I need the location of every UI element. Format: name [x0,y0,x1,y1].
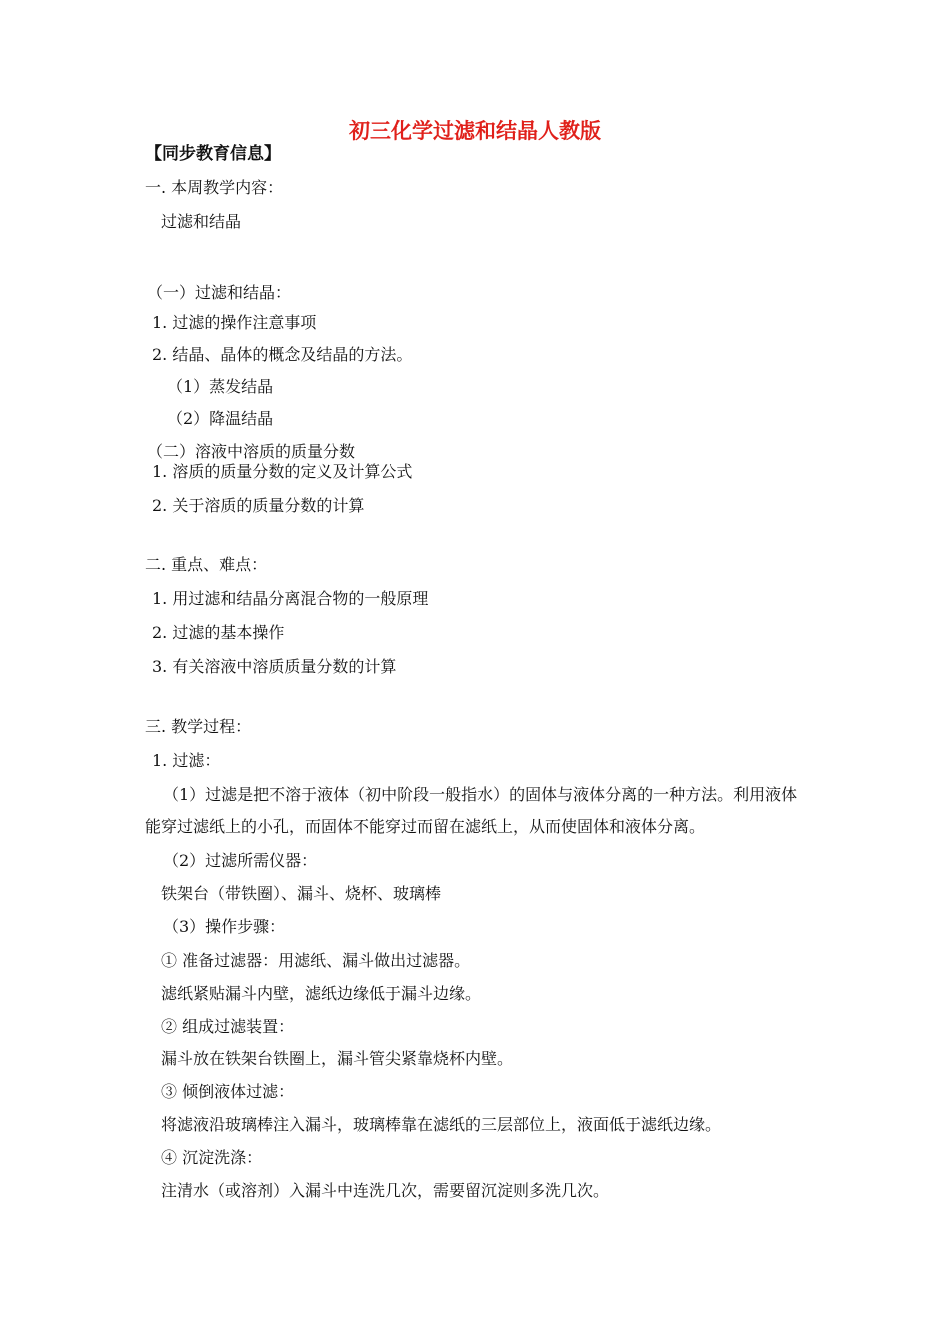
text-line: 漏斗放在铁架台铁圈上，漏斗管尖紧靠烧杯内壁。 [161,1049,514,1068]
list-item: （2）降温结晶 [167,409,274,428]
heading-key-points: 二. 重点、难点： [145,555,268,574]
text-line: 滤纸紧贴漏斗内壁，滤纸边缘低于漏斗边缘。 [161,984,482,1003]
text-line: 将滤液沿玻璃棒注入漏斗，玻璃棒靠在滤纸的三层部位上，液面低于滤纸边缘。 [161,1115,722,1134]
list-item: 2. 过滤的基本操作 [152,623,285,642]
list-item: （3）操作步骤： [163,917,286,936]
subheading-mass-fraction: （二）溶液中溶质的质量分数 [147,442,356,461]
step-item: ③ 倾倒液体过滤： [161,1082,295,1101]
step-item: ② 组成过滤装置： [161,1017,295,1036]
list-item: （1）蒸发结晶 [167,377,274,396]
section-header: 【同步教育信息】 [145,144,281,164]
step-item: ④ 沉淀洗涤： [161,1148,263,1167]
document-title: 初三化学过滤和结晶人教版 [349,118,601,143]
list-item: 2. 关于溶质的质量分数的计算 [152,496,365,515]
paragraph-line: （1）过滤是把不溶于液体（初中阶段一般指水）的固体与液体分离的一种方法。利用液体 [163,785,798,804]
list-item: 1. 用过滤和结晶分离混合物的一般原理 [152,589,429,608]
subheading-filtration-crystallization: （一）过滤和结晶： [147,283,292,302]
list-item: 1. 过滤的操作注意事项 [152,313,317,332]
paragraph-line: 能穿过滤纸上的小孔，而固体不能穿过而留在滤纸上，从而使固体和液体分离。 [145,817,706,836]
list-item: （2）过滤所需仪器： [163,851,318,870]
text-line: 过滤和结晶 [161,212,242,231]
list-item: 2. 结晶、晶体的概念及结晶的方法。 [152,345,413,364]
heading-teaching-process: 三. 教学过程： [145,717,252,736]
step-item: ① 准备过滤器：用滤纸、漏斗做出过滤器。 [161,951,471,970]
text-line: 铁架台（带铁圈）、漏斗、烧杯、玻璃棒 [161,884,442,903]
list-item: 1. 过滤： [152,751,221,770]
list-item: 3. 有关溶液中溶质质量分数的计算 [152,657,397,676]
list-item: 1. 溶质的质量分数的定义及计算公式 [152,462,413,481]
text-line: 注清水（或溶剂）入漏斗中连洗几次，需要留沉淀则多洗几次。 [161,1181,610,1200]
heading-teaching-content: 一. 本周教学内容： [145,178,284,197]
